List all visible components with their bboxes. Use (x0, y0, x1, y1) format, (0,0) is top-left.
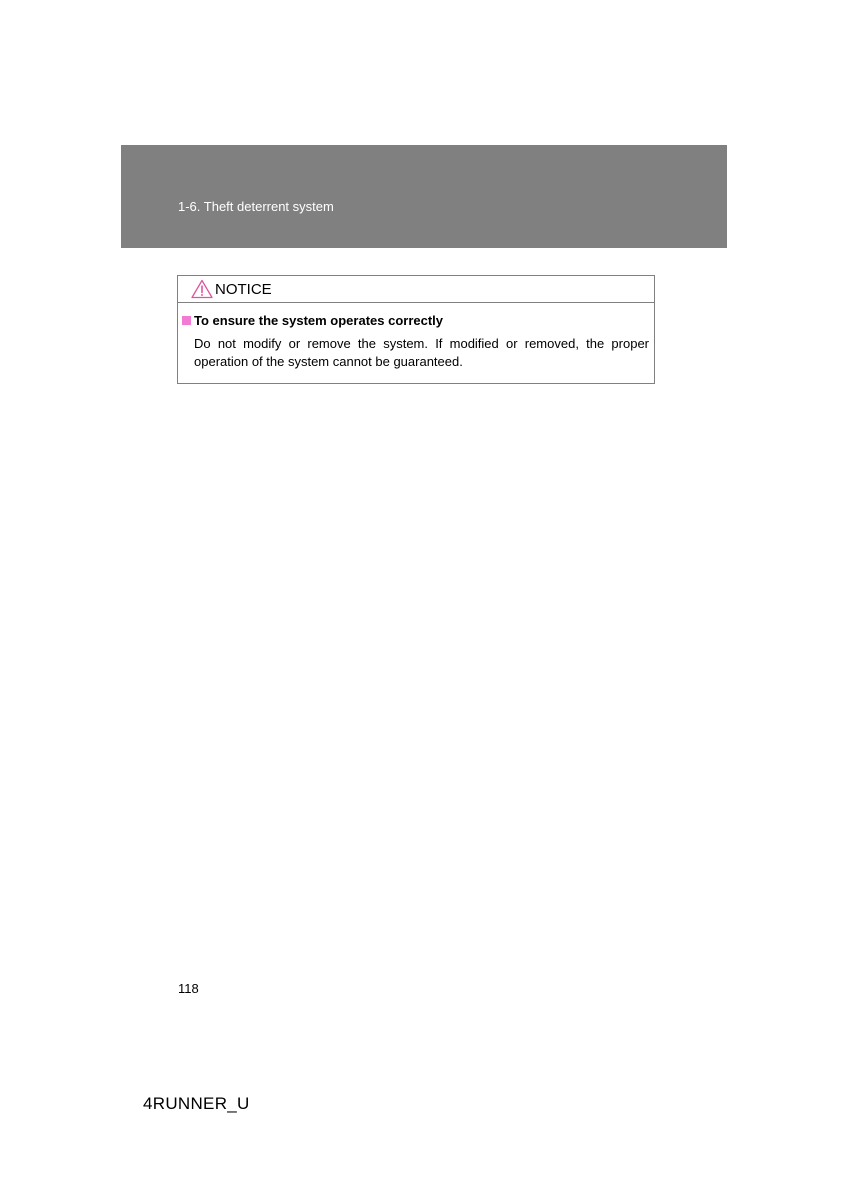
section-header-band (121, 145, 727, 248)
notice-box (177, 275, 655, 384)
section-title: 1-6. Theft deterrent system (178, 199, 334, 214)
notice-label: NOTICE (215, 281, 272, 298)
warning-triangle-icon (191, 279, 213, 299)
page-number: 118 (178, 981, 199, 996)
notice-body-text: Do not modify or remove the system. If modified or removed, the proper operation of the system cannot be guaranteed. (194, 336, 649, 369)
model-code: 4RUNNER_U (143, 1094, 250, 1113)
pink-square-bullet-icon (182, 316, 191, 325)
notice-item-title: To ensure the system operates correctly (194, 313, 444, 328)
notice-item-heading (182, 313, 443, 328)
notice-header (178, 276, 654, 303)
